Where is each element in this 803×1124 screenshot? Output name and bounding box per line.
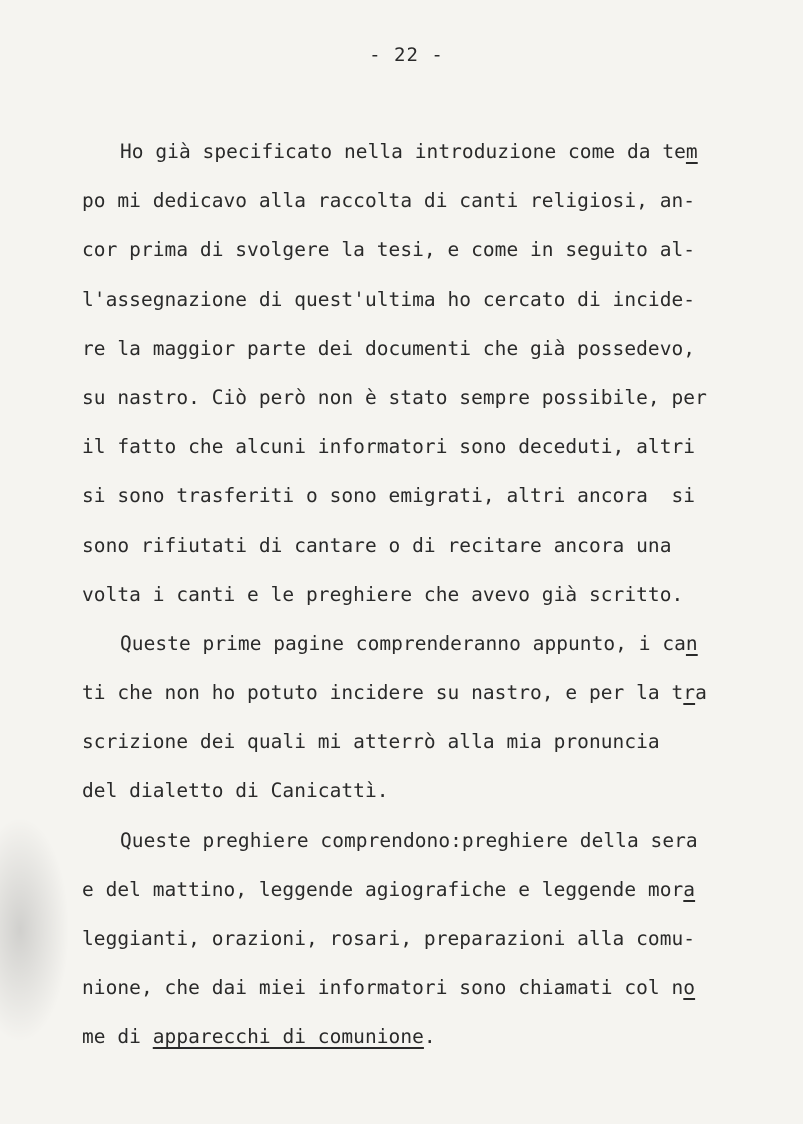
page-number: - 22 - <box>369 44 444 66</box>
underlined-phrase: apparecchi di comunione <box>152 1025 424 1049</box>
text-line: sono rifiutati di cantare o di recitare ancora una <box>82 533 672 557</box>
text-line: po mi dedicavo alla raccolta di canti religiosi, an- <box>82 189 696 213</box>
text-line: del dialetto di Canicattì. <box>82 779 389 803</box>
text-line: leggianti, orazioni, rosari, preparazioni alla comu- <box>82 927 696 950</box>
text-line: Queste preghiere comprendono:preghiere della sera <box>120 828 698 852</box>
text-line: scrizione dei quali mi atterrò alla mia pronuncia <box>82 730 660 754</box>
text-line: re la maggior parte dei documenti che già possedevo, <box>82 336 696 360</box>
text-line: si sono trasferiti o sono emigrati, altri ancora si <box>82 484 696 508</box>
text-line: nione, che dai miei informatori sono chiamati col no <box>82 976 696 1000</box>
text-line: e del mattino, leggende agiografiche e leggende mora <box>82 877 696 901</box>
text-line: Ho già specificato nella introduzione come da tem <box>120 140 698 163</box>
text-line: ti che non ho potuto incidere su nastro, e per la tra <box>82 681 707 705</box>
body-text <box>82 134 742 1069</box>
text-line: volta i canti e le preghiere che avevo già scritto. <box>82 582 684 606</box>
text-line: cor prima di svolgere la tesi, e come in seguito al- <box>82 238 696 262</box>
text-line: su nastro. Ciò però non è stato sempre possibile, per <box>82 385 707 409</box>
text-line: il fatto che alcuni informatori sono deceduti, altri <box>82 435 696 459</box>
text-line: l'assegnazione di quest'ultima ho cercato di incide- <box>82 287 696 311</box>
text-line: Queste prime pagine comprenderanno appunto, i can <box>120 631 698 655</box>
text-line: me di apparecchi di comunione. <box>82 1025 436 1049</box>
